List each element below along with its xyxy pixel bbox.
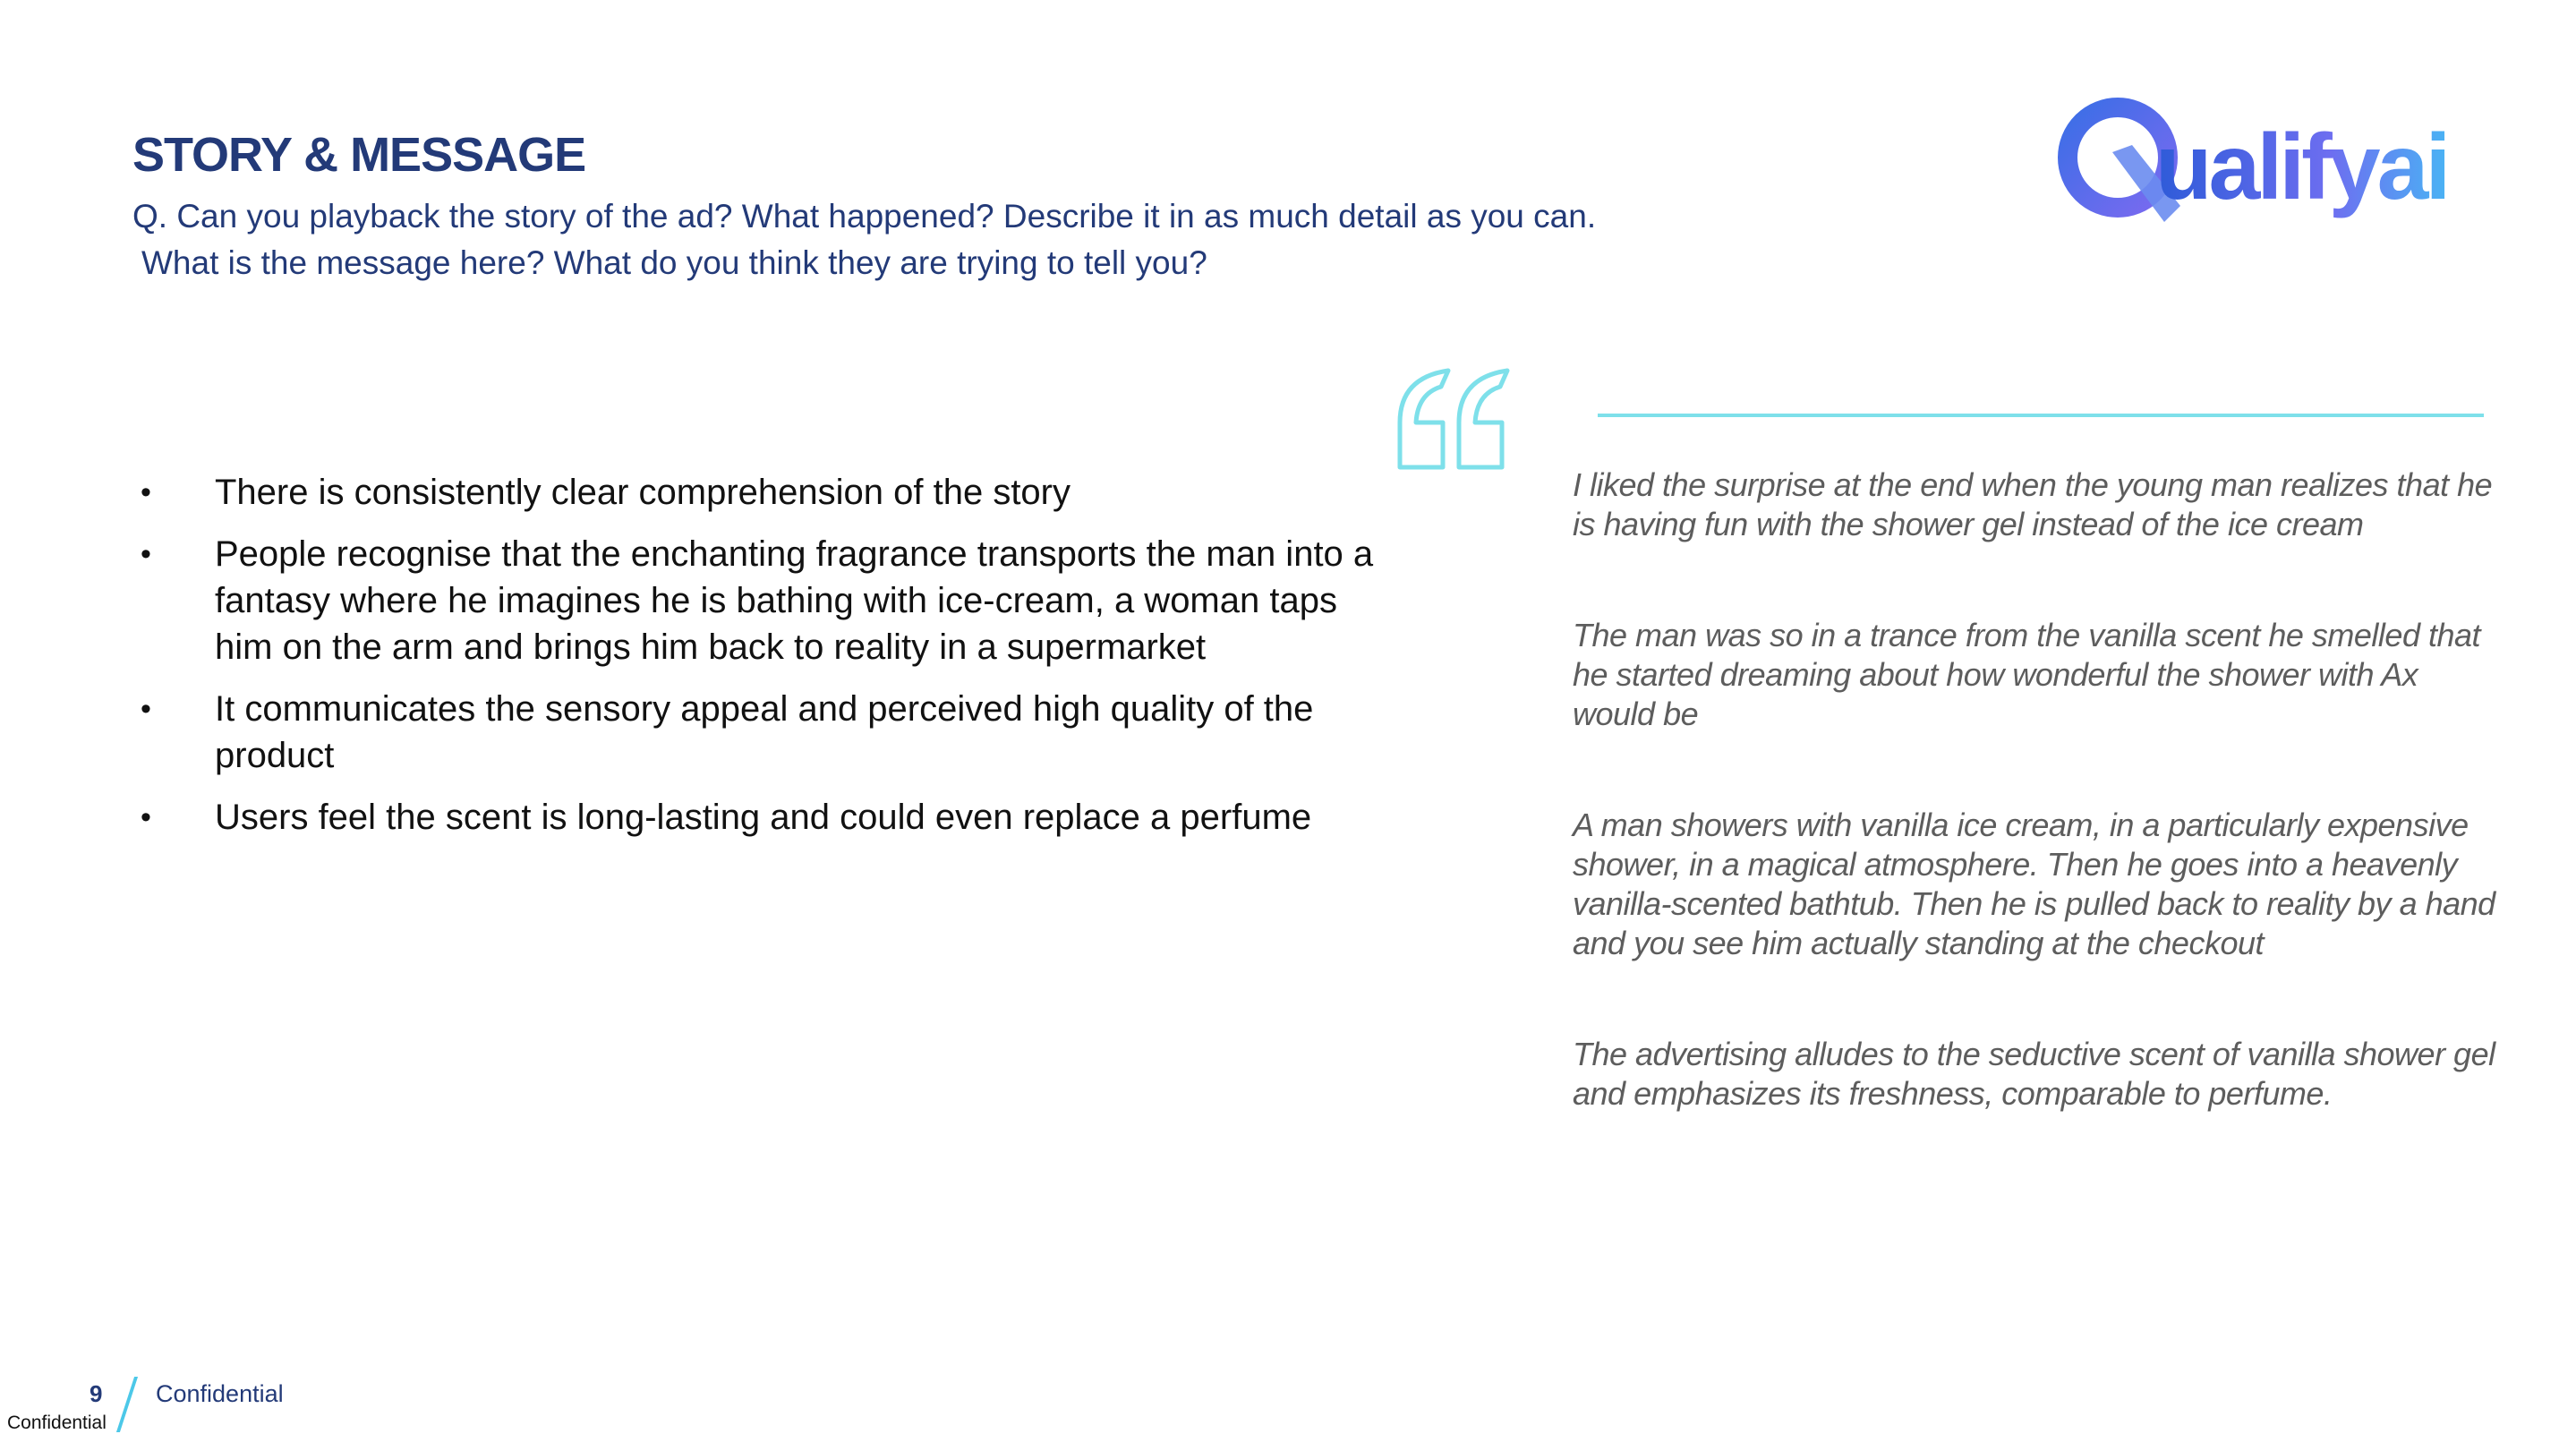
- quote-text: I liked the surprise at the end when the young man realizes that he is having fun with the shower gel instead of the ice cream: [1573, 466, 2493, 542]
- bullet-text: It communicates the sensory appeal and perceived high quality of the product: [215, 689, 1314, 775]
- quote-text: A man showers with vanilla ice cream, in a particularly expensive shower, in a magical atmosphere. Then he goes into a heavenly vanilla-scented bathtub. Then he is pulled back to reality by a hand and you see him actually standing at the checkout: [1573, 807, 2495, 961]
- bullet-text: People recognise that the enchanting fragrance transports the man into a fantasy where he imagines he is bathing with ice-cream, a woman taps him on the arm and brings him back to reality in a supermarket: [215, 534, 1374, 667]
- question-line-2: What is the message here? What do you think they are trying to tell you?: [141, 244, 1207, 281]
- quote-text: The man was so in a trance from the vanilla scent he smelled that he started dreaming about how wonderful the shower with Ax would be: [1573, 617, 2481, 732]
- page-number: 9: [90, 1380, 103, 1407]
- bullet-dot-icon: •: [141, 475, 151, 509]
- bullet-item: [134, 531, 1387, 670]
- bullet-item: [134, 469, 1387, 516]
- footer-confidential-small: Confidential: [7, 1413, 107, 1433]
- bullet-item: [134, 794, 1387, 841]
- bullet-dot-icon: •: [141, 800, 151, 834]
- summary-bullets: [134, 469, 1387, 856]
- bullet-dot-icon: •: [141, 537, 151, 571]
- quote-divider-line: [1598, 414, 2484, 417]
- logo-text: ualifyai: [2155, 115, 2448, 219]
- quotation-mark-icon: [1396, 367, 1513, 473]
- bullet-item: [134, 686, 1387, 779]
- verbatim-quotes: [1573, 465, 2503, 1185]
- footer-slash-divider: [116, 1377, 138, 1432]
- quote-text: The advertising alludes to the seductive scent of vanilla shower gel and emphasizes its freshness, comparable to perfume.: [1573, 1036, 2495, 1112]
- bullet-dot-icon: •: [141, 692, 151, 726]
- bullet-text: There is consistently clear comprehension of the story: [215, 473, 1070, 512]
- question-text: [132, 193, 1596, 286]
- qualifyai-logo: [2050, 90, 2479, 233]
- footer-confidential-label: Confidential: [156, 1380, 284, 1407]
- slide-title: STORY & MESSAGE: [132, 128, 586, 182]
- bullet-text: Users feel the scent is long-lasting and could even replace a perfume: [215, 798, 1312, 837]
- question-line-1: Q. Can you playback the story of the ad? What happened? Describe it in as much detail as you can.: [132, 198, 1597, 235]
